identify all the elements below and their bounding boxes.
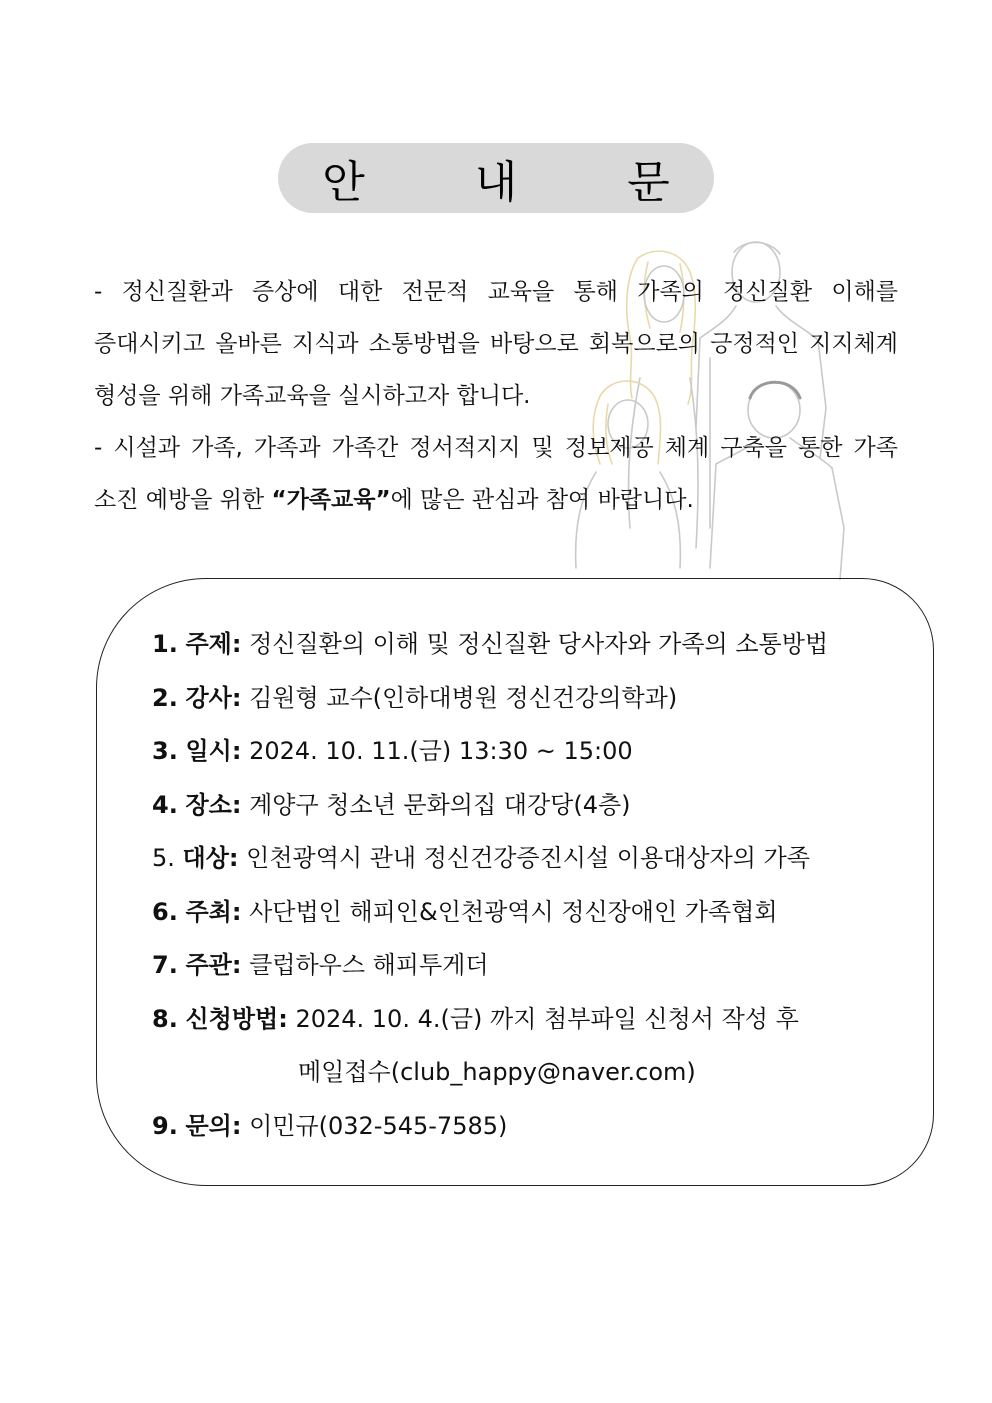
intro-section [94,266,898,526]
detail-number: 2. [152,683,178,712]
detail-organizer [152,939,912,993]
detail-label: 장소: [185,790,242,819]
detail-number: 7. [152,951,178,979]
event-details-list [152,618,912,1153]
intro-paragraph-2 [94,422,898,526]
detail-number: 1. [152,630,178,658]
detail-value: 2024. 10. 11.(금) 13:30 ~ 15:00 [249,737,633,765]
detail-contact [152,1100,912,1154]
intro-paragraph-1: - 정신질환과 증상에 대한 전문적 교육을 통해 가족의 정신질환 이해를 증대시키고 올바른 지식과 소통방법을 바탕으로 회복으로의 긍정적인 지지체계 형성을 위해 가족교육을 실시하고자 합니다. [94,279,898,409]
detail-label: 강사: [185,683,242,712]
detail-label: 주관: [185,951,242,979]
detail-value: 정신질환의 이해 및 정신질환 당사자와 가족의 소통방법 [249,630,829,658]
detail-label: 문의: [185,1111,242,1140]
detail-value: 2024. 10. 4.(금) 까지 첨부파일 신청서 작성 후 [295,1004,799,1033]
detail-number: 6. [152,897,178,926]
detail-datetime [152,725,912,779]
detail-topic [152,618,912,672]
detail-value: 계양구 청소년 문화의집 대강당(4층) [249,790,631,819]
detail-value: 이민규(032-545-7585) [249,1111,508,1140]
detail-application-email: 메일접수(club_happy@naver.com) [298,1058,696,1086]
detail-number: 8. [152,1004,178,1033]
detail-number: 3. [152,737,178,765]
detail-venue [152,779,912,833]
detail-host [152,886,912,940]
detail-value: 김원형 교수(인하대병원 정신건강의학과) [249,683,678,712]
family-education-highlight: “가족교육” [271,487,391,513]
detail-label: 신청방법: [185,1004,288,1033]
detail-number: 9. [152,1111,178,1140]
detail-label: 주제: [185,630,242,658]
detail-number: 5. [152,844,175,872]
intro-paragraph-2-start: - 시설과 가족, 가족과 가족간 정서적지지 및 정보제공 체계 구축을 통한 가족 소진 예방을 위한 [94,435,898,513]
detail-application [152,993,912,1047]
detail-value: 사단법인 해피인&인천광역시 정신장애인 가족협회 [249,897,778,926]
detail-lecturer [152,672,912,726]
detail-value: 클럽하우스 해피투게더 [249,951,489,979]
detail-label: 대상: [182,844,239,872]
detail-value: 인천광역시 관내 정신건강증진시설 이용대상자의 가족 [246,844,810,872]
detail-target [152,832,912,886]
intro-paragraph-2-end: 에 많은 관심과 참여 바랍니다. [390,487,694,513]
detail-label: 일시: [185,737,242,765]
detail-number: 4. [152,790,178,819]
detail-label: 주최: [185,897,242,926]
page-title: 안 내 문 [322,157,718,208]
title-banner [278,143,718,213]
